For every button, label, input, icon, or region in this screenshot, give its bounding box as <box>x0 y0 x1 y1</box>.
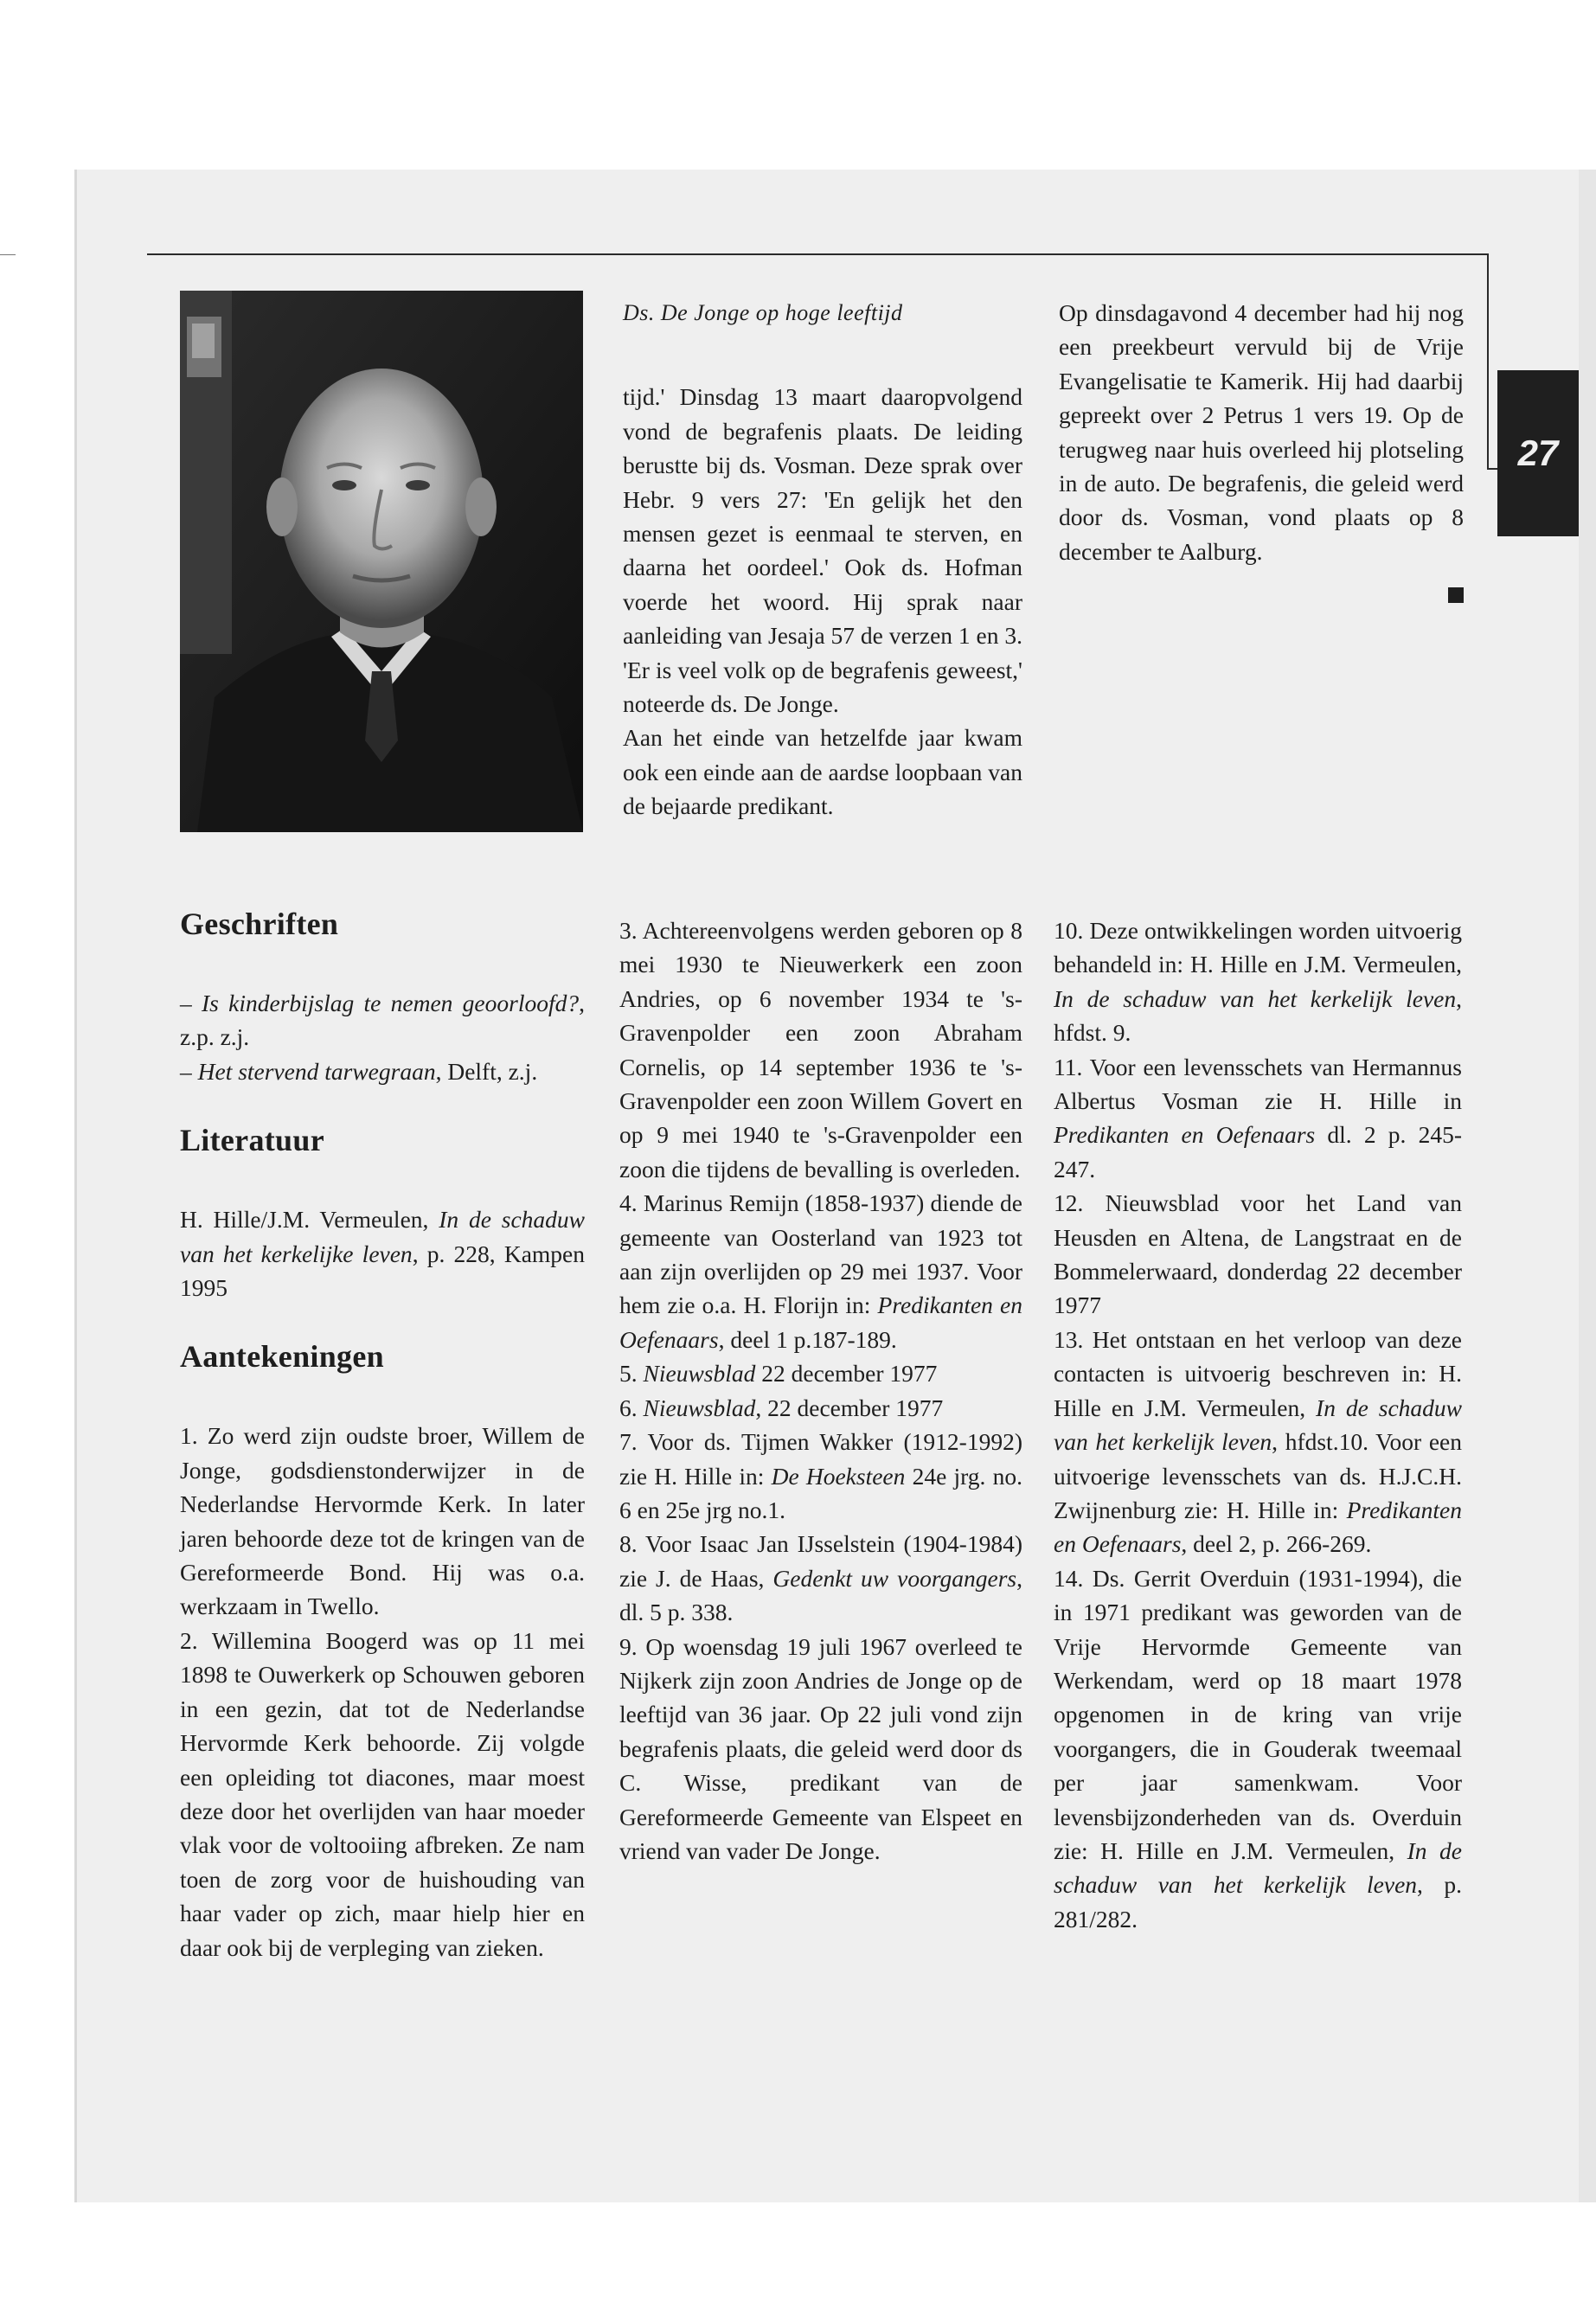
work-title: Nieuwsblad <box>643 1360 756 1388</box>
paragraph: Aan het einde van hetzelfde jaar kwam ook een einde aan de aardse loopbaan van de bejaarde predikant. <box>623 724 1022 820</box>
footnote-text: dl. 2 p. 245-247. <box>1054 1121 1462 1183</box>
work-details: , z.p. z.j. <box>180 990 585 1051</box>
work-title: In de schaduw van het kerkelijk leven <box>1054 1394 1462 1456</box>
work-title: Het stervend tarwegraan <box>197 1057 436 1085</box>
footnote-13 <box>1054 1323 1462 1561</box>
footnote-10 <box>1054 913 1462 1050</box>
footnote-3: 3. Achtereenvolgens werden geboren op 8 mei 1930 te Nieuwerkerk een zoon Andries, op 6 november 1934 te 's-Gravenpolder een zoon Abraham Cornelis, op 14 september 1936 te 's-Gravenpolder een zoon Willem Govert en op 9 mei 1940 te 's-Gravenpolder een zoon die tijdens de bevalling is overleden. <box>619 917 1022 1183</box>
work-title: In de schaduw van het kerkelijk leven <box>1054 1836 1462 1899</box>
work-title: Is kinderbijslag te nemen geoorloofd? <box>202 990 580 1016</box>
crop-mark <box>0 254 16 255</box>
page-gutter <box>74 170 77 2202</box>
bibliography-item: – Het stervend tarwegraan, Delft, z.j. <box>180 1057 538 1085</box>
section-heading-aantekeningen: Aantekeningen <box>180 1339 384 1375</box>
work-title: Predikanten en Oefenaars <box>1054 1121 1316 1149</box>
end-of-article-mark <box>1448 587 1464 603</box>
footnote-text: 11. Voor een levensschets van Hermannus Albertus Vosman zie H. Hille in <box>1054 1053 1462 1115</box>
page-edge <box>1579 170 1596 2202</box>
column-top-right <box>1059 296 1464 603</box>
footnote-text: , 22 december 1977 <box>755 1394 944 1421</box>
footnote-4 <box>619 1186 1022 1356</box>
footnote-12: 12. Nieuwsblad voor het Land van Heusden en Altena, de Langstraat en de Bommelerwaard, donderdag 22 december 1977 <box>1054 1189 1462 1319</box>
footnote-2: 2. Willemina Boogerd was op 11 mei 1898 te Ouwerkerk op Schouwen geboren in een gezin, dat tot de Nederlandse Hervormde Kerk behoorde. Zij volgde een opleiding tot diacones, maar moest deze door het overlijden van haar moeder vlak voor de voltooiing afbreken. Ze nam toen de zorg voor de huishouding van haar vader op zich, maar hielp hier en daar ook bij de verpleging van zieken. <box>180 1626 585 1961</box>
footnote-number: 5. <box>619 1360 644 1388</box>
work-title: Predikanten en Oefenaars <box>619 1292 1022 1353</box>
side-rule <box>1487 253 1489 470</box>
authors: H. Hille/J.M. Vermeulen, <box>180 1206 439 1234</box>
work-title: In de schaduw van het kerkelijk leven <box>1054 984 1457 1012</box>
footnote-11 <box>1054 1050 1462 1187</box>
work-details: , Delft, z.j. <box>435 1057 538 1085</box>
paragraph: tijd.' Dinsdag 13 maart daaropvolgend vond de begrafenis plaats. De leiding berustte bij ds. Vosman. Deze sprak over Hebr. 9 vers 27: 'En gelijk het den mensen gezet is eenmaal te sterven, en daarna het oordeel.' Ook ds. Hofman voerde het woord. Hij sprak naar aanleiding van Jesaja 57 de verzen 1 en 3. 'Er is veel volk op de begrafenis geweest,' noteerde ds. De Jonge. <box>623 383 1022 718</box>
column-top-middle <box>623 296 1022 824</box>
work-title: Gedenkt uw voorgangers <box>772 1564 1017 1592</box>
paragraph: Op dinsdagavond 4 december had hij nog een preekbeurt vervuld bij de Vrije Evangelisatie te Kamerik. Hij had daarbij gepreekt over 2 Petrus 1 vers 19. Op de terugweg naar huis overleed hij plotseling in de auto. De begrafenis, die geleid werd door ds. Vosman, vond plaats op 8 december te Aalburg. <box>1059 299 1464 565</box>
footnote-text: , p. 281/282. <box>1054 1871 1463 1932</box>
photo-caption: Ds. De Jonge op hoge leeftijd <box>623 300 903 325</box>
column-bottom-right <box>1054 913 1462 1936</box>
footnote-7 <box>619 1425 1022 1527</box>
footnote-text: 14. Ds. Gerrit Overduin (1931-1994), die in 1971 predikant was geworden van de Vrije Hervormde Gemeente van Werkendam, werd op 18 maart 1978 opgenomen in de kring van vrije voorgangers, die in Gouderak tweemaal per jaar samenkwam. Voor levensbijzonderheden van ds. Overduin zie: H. Hille en J.M. Vermeulen, <box>1054 1564 1462 1864</box>
bibliography-item: – Is kinderbijslag te nemen geoorloofd?, z.p. z.j. <box>180 990 585 1051</box>
literature-item <box>180 1202 585 1304</box>
footnote-text: 13. Het ontstaan en het verloop van deze contacten is uitvoerig beschreven in: H. Hille en J.M. Vermeulen, <box>1054 1325 1462 1421</box>
portrait-image <box>180 291 583 832</box>
footnote-text: 24e jrg. no. 6 en 25e jrg no.1. <box>619 1462 1022 1523</box>
column-bottom-middle <box>619 913 1022 1868</box>
footnote-text: 7. Voor ds. Tijmen Wakker (1912-1992) zie H. Hille in: <box>619 1428 1022 1490</box>
footnote-text: , hfdst. 9. <box>1054 984 1462 1047</box>
footnote-text: 8. Voor Isaac Jan IJsselstein (1904-1984) zie J. de Haas, <box>619 1530 1022 1592</box>
facing-page-margin <box>0 170 76 2202</box>
footnote-text: , deel 1 p.187-189. <box>718 1325 897 1353</box>
work-details: , p. 228, Kampen 1995 <box>180 1240 585 1302</box>
page-number-tab <box>1497 370 1579 536</box>
footnote-text: 10. Deze ontwikkelingen worden uitvoerig behandeld in: H. Hille en J.M. Vermeulen, <box>1054 917 1462 978</box>
work-title: De Hoeksteen <box>771 1462 906 1490</box>
section-heading-literatuur: Literatuur <box>180 1123 324 1158</box>
page-number: 27 <box>1517 433 1559 473</box>
footnote-text: , deel 2, p. 266-269. <box>1181 1530 1372 1558</box>
footnote-text: 4. Marinus Remijn (1858-1937) diende de gemeente van Oosterland van 1923 tot aan zijn overlijden op 29 mei 1937. Voor hem zie o.a. H. Florijn in: <box>619 1189 1022 1319</box>
footnote-1: 1. Zo werd zijn oudste broer, Willem de Jonge, godsdienstonderwijzer in de Nederlandse Hervormde Kerk. In later jaren behoorde deze tot de kringen van de Gereformeerde Bond. Hij was o.a. werkzaam in Twello. <box>180 1422 585 1620</box>
footnote-text: 22 december 1977 <box>755 1360 938 1388</box>
footnote-text: , dl. 5 p. 338. <box>619 1564 1022 1626</box>
footnote-text: , hfdst.10. Voor een uitvoerige levensschets van ds. H.J.C.H. Zwijnenburg zie: H. Hille in: <box>1054 1428 1463 1523</box>
work-title: In de schaduw van het kerkelijke leven <box>180 1206 585 1267</box>
column-bottom-left <box>180 907 585 1965</box>
footnote-8 <box>619 1527 1022 1629</box>
footnote-number: 6. <box>619 1394 644 1421</box>
work-title: Predikanten en Oefenaars <box>1054 1496 1462 1558</box>
footnote-14 <box>1054 1561 1462 1936</box>
work-title: Nieuwsblad <box>643 1394 756 1421</box>
section-heading-geschriften: Geschriften <box>180 907 339 941</box>
footnote-5 <box>619 1356 1022 1390</box>
portrait-photo <box>180 291 583 832</box>
footnote-6 <box>619 1391 1022 1425</box>
footnote-9: 9. Op woensdag 19 juli 1967 overleed te Nijkerk zijn zoon Andries de Jonge op de leeftijd van 36 jaar. Op 22 juli vond zijn begrafenis plaats, die geleid werd door ds C. Wisse, predikant van de Gereformeerde Gemeente van Elspeet en vriend van vader De Jonge. <box>619 1632 1022 1864</box>
top-rule <box>147 253 1488 255</box>
